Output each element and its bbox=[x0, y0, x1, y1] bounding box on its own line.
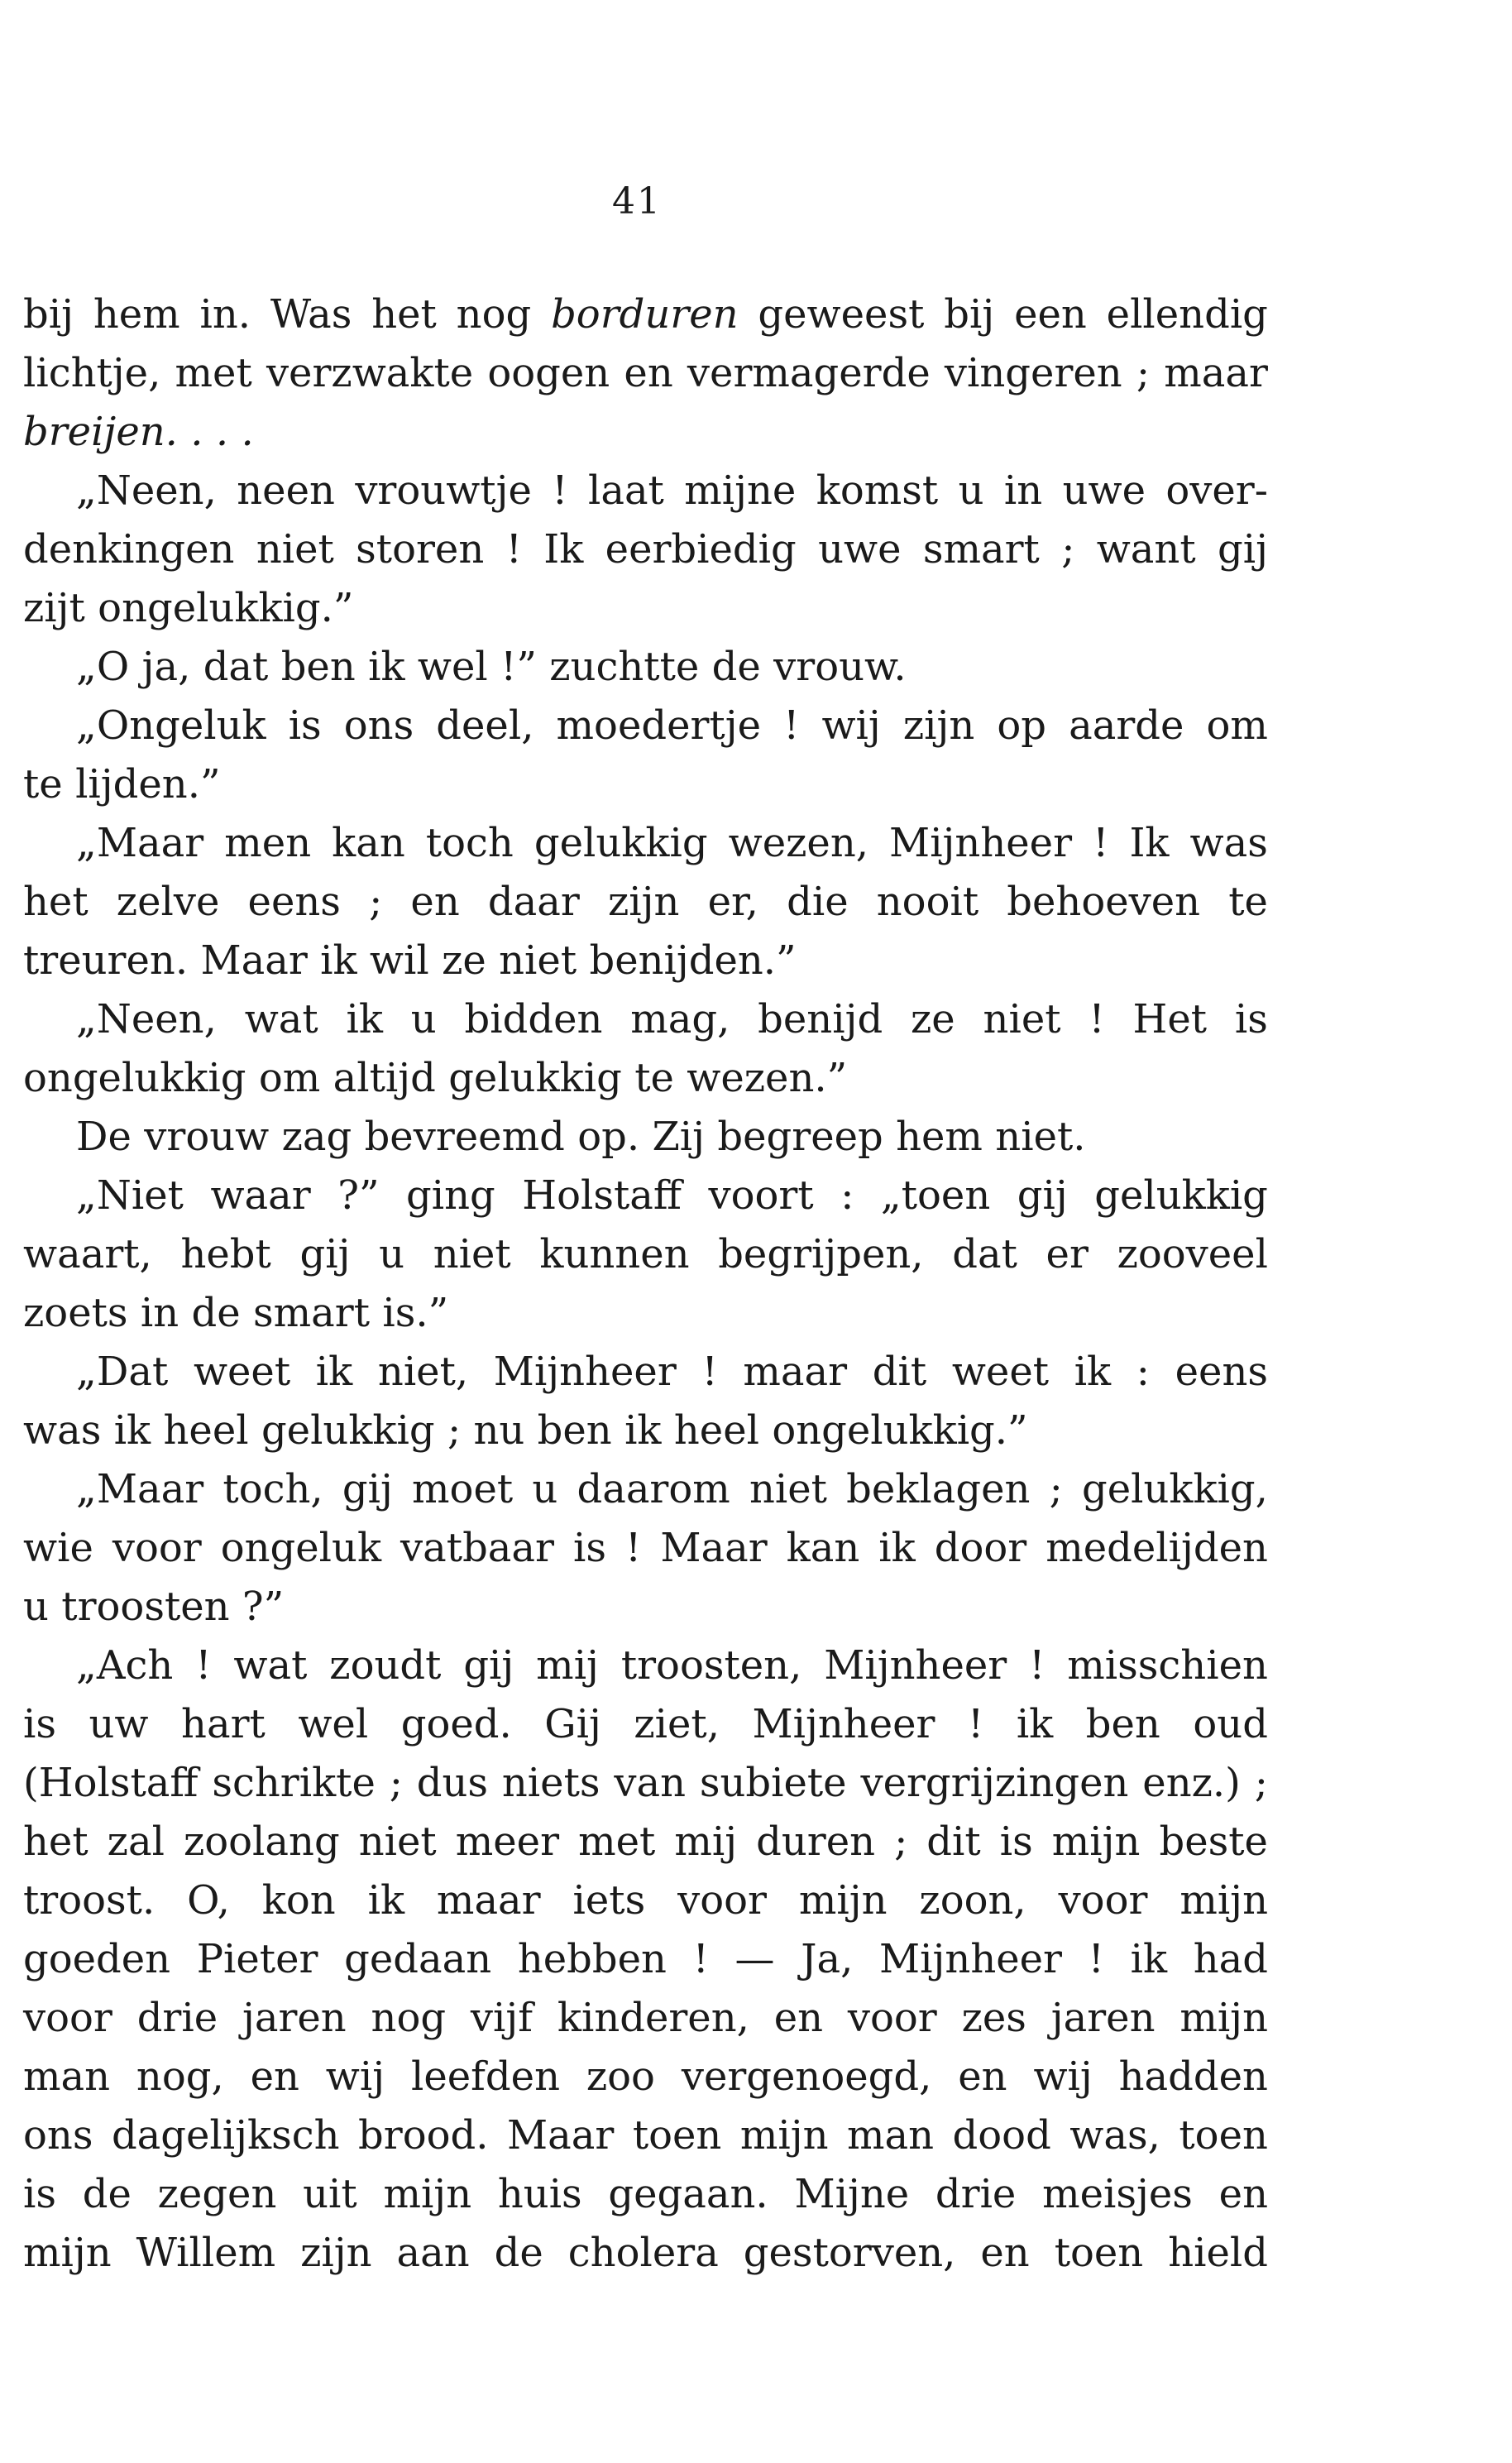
text-line: voor drie jaren nog vijf kinderen, en voor zes jaren mijn bbox=[23, 1995, 1268, 2041]
text-line: goeden Pieter gedaan hebben ! — Ja, Mijnheer ! ik had bbox=[23, 1936, 1268, 1982]
text-line: man nog, en wij leefden zoo vergenoegd, en wij hadden bbox=[23, 2053, 1268, 2100]
text-line: „Neen, wat ik u bidden mag, benijd ze niet ! Het is bbox=[76, 996, 1268, 1042]
text-line: „Ongeluk is ons deel, moedertje ! wij zijn op aarde om bbox=[76, 702, 1268, 749]
text-line: „Maar toch, gij moet u daarom niet beklagen ; gelukkig, bbox=[76, 1466, 1268, 1512]
text-line: lichtje, met verzwakte oogen en vermagerde vingeren ; maar bbox=[23, 350, 1268, 396]
text-line: „Neen, neen vrouwtje ! laat mijne komst u in uwe over- bbox=[76, 467, 1268, 514]
text-line: breijen. . . . bbox=[23, 409, 254, 455]
text-line: ons dagelijksch brood. Maar toen mijn man dood was, toen bbox=[23, 2112, 1268, 2159]
text-line: waart, hebt gij u niet kunnen begrijpen, dat er zooveel bbox=[23, 1231, 1268, 1277]
text-line: wie voor ongeluk vatbaar is ! Maar kan ik door medelijden bbox=[23, 1525, 1268, 1571]
text-line: zijt ongelukkig.” bbox=[23, 585, 354, 631]
text-line: „Ach ! wat zoudt gij mij troosten, Mijnheer ! misschien bbox=[76, 1642, 1268, 1689]
text-line: „Dat weet ik niet, Mijnheer ! maar dit weet ik : eens bbox=[76, 1349, 1268, 1395]
text-line: te lijden.” bbox=[23, 761, 221, 807]
text-line: zoets in de smart is.” bbox=[23, 1290, 449, 1336]
text-line: is uw hart wel goed. Gij ziet, Mijnheer ! ik ben oud bbox=[23, 1701, 1268, 1747]
body-text bbox=[23, 285, 1268, 2283]
text-line: „Niet waar ?” ging Holstaff voort : „toen gij gelukkig bbox=[76, 1172, 1268, 1219]
page-number: 41 bbox=[612, 180, 662, 223]
text-line: bij hem in. Was het nog borduren geweest bij een ellendig bbox=[23, 291, 1268, 338]
text-line: het zelve eens ; en daar zijn er, die nooit behoeven te bbox=[23, 879, 1268, 925]
text-line: mijn Willem zijn aan de cholera gestorven, en toen hield bbox=[23, 2230, 1268, 2276]
text-line: treuren. Maar ik wil ze niet benijden.” bbox=[23, 937, 797, 984]
text-line: het zal zoolang niet meer met mij duren ; dit is mijn beste bbox=[23, 1818, 1268, 1865]
text-line: troost. O, kon ik maar iets voor mijn zoon, voor mijn bbox=[23, 1877, 1268, 1924]
text-line: is de zegen uit mijn huis gegaan. Mijne drie meisjes en bbox=[23, 2171, 1268, 2217]
text-line: „O ja, dat ben ik wel !” zuchtte de vrouw. bbox=[76, 644, 907, 690]
text-line: (Holstaff schrikte ; dus niets van subiete vergrijzingen enz.) ; bbox=[23, 1760, 1268, 1806]
text-line: „Maar men kan toch gelukkig wezen, Mijnheer ! Ik was bbox=[76, 820, 1268, 866]
text-line: u troosten ?” bbox=[23, 1584, 285, 1630]
text-line: was ik heel gelukkig ; nu ben ik heel ongelukkig.” bbox=[23, 1407, 1028, 1454]
text-line: ongelukkig om altijd gelukkig te wezen.” bbox=[23, 1055, 848, 1101]
text-line: De vrouw zag bevreemd op. Zij begreep hem niet. bbox=[76, 1114, 1086, 1160]
text-line: denkingen niet storen ! Ik eerbiedig uwe smart ; want gij bbox=[23, 526, 1268, 573]
